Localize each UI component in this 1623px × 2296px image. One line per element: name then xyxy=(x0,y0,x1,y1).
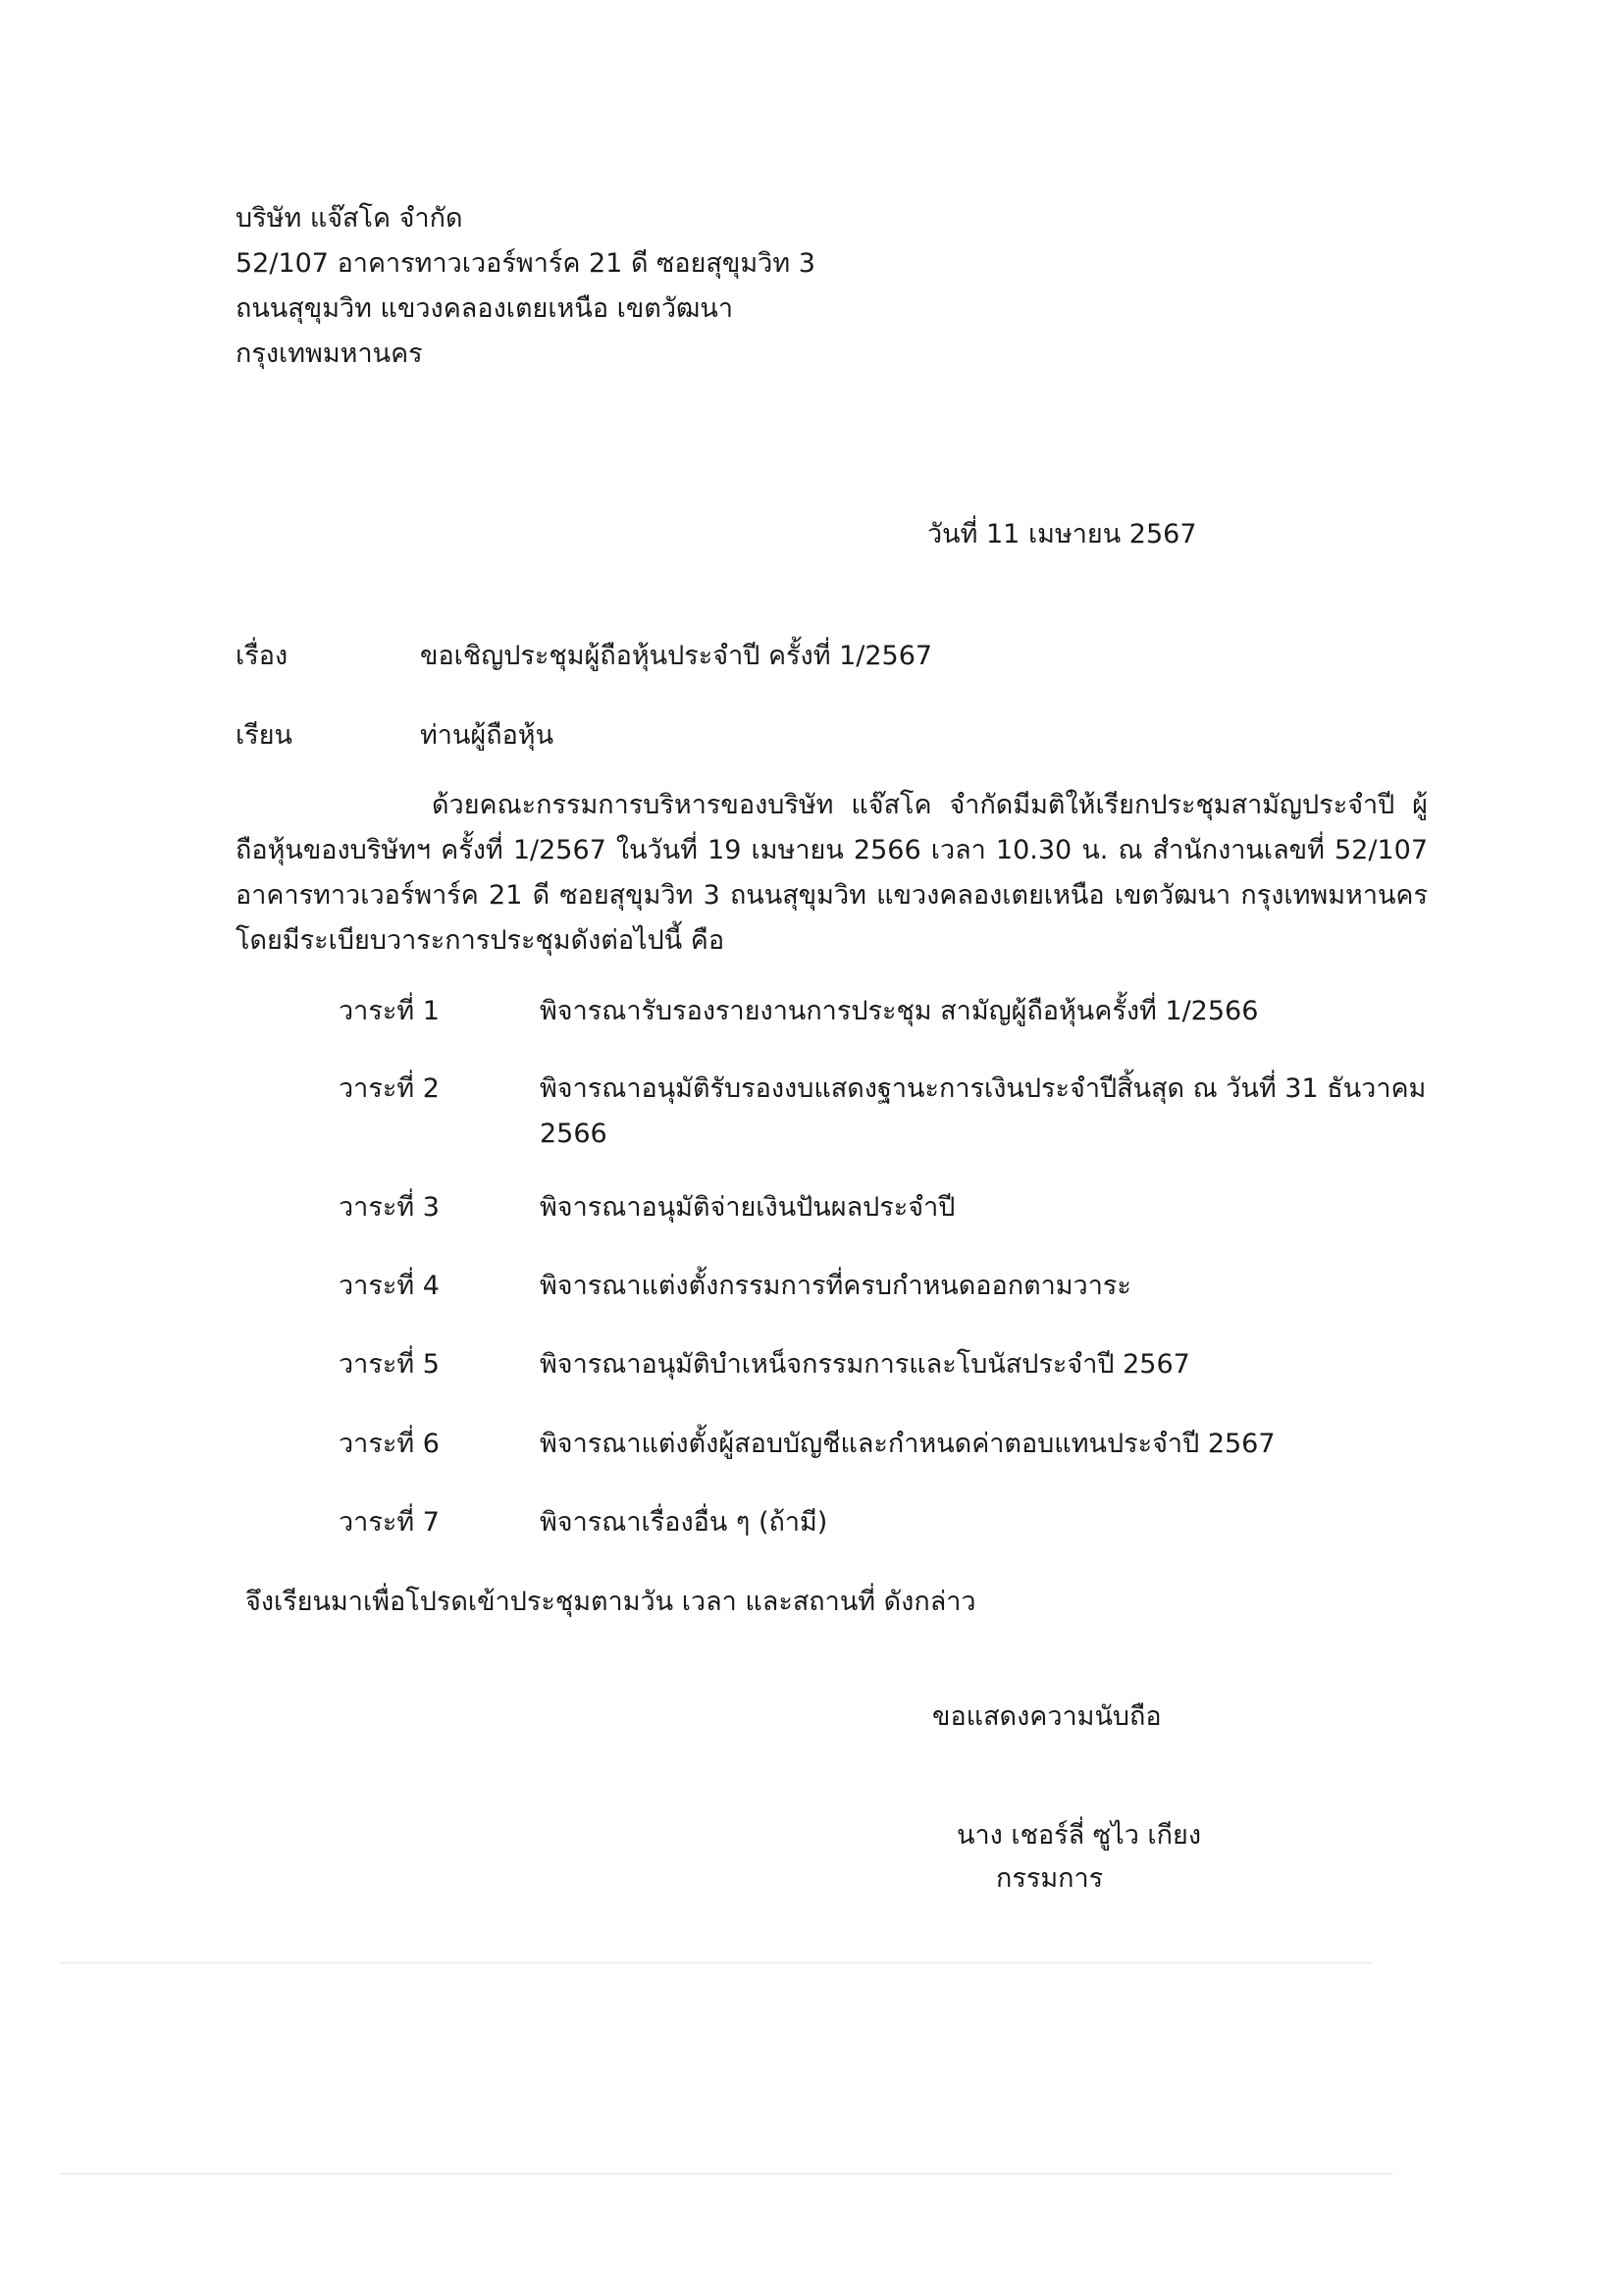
body-text: ด้วยคณะกรรมการบริหารของบริษัท แจ๊สโค จำกัดมีมติให้เรียกประชุมสามัญประจำปี ผู้ถือหุ้นของบริษัทฯ ครั้งที่ 1/2567 ในวันที่ 19 เมษายน 2566 เวลา 10.30 น. ณ สำนักงานเลขที่ 52/107 อาคารทาวเวอร์พาร์ค 21 ดี ซอยสุขุมวิท 3 ถนนสุขุมวิท แขวงคลองเตยเหนือ เขตวัฒนา กรุงเทพมหานคร โดยมีระเบียบวาระการประชุมดังต่อไปนี้ คือ xyxy=(236,790,1428,956)
signatory-title: กรรมการ xyxy=(996,1863,1104,1894)
agenda-number: วาระที่ 7 xyxy=(339,1507,440,1538)
signatory-name: นาง เชอร์ลี่ ซูไว เกียง xyxy=(957,1820,1202,1851)
agenda-number: วาระที่ 6 xyxy=(339,1429,440,1459)
agenda-text: พิจารณาแต่งตั้งกรรมการที่ครบกำหนดออกตามวาระ xyxy=(540,1271,1131,1301)
sender-address-line1: 52/107 อาคารทาวเวอร์พาร์ค 21 ดี ซอยสุขุมวิท 3 xyxy=(236,248,815,279)
agenda-number: วาระที่ 5 xyxy=(339,1349,440,1380)
agenda-number: วาระที่ 2 xyxy=(339,1073,440,1104)
closing-sentence: จึงเรียนมาเพื่อโปรดเข้าประชุมตามวัน เวลา และสถานที่ ดังกล่าว xyxy=(245,1587,976,1617)
agenda-text: พิจารณาอนุมัติบำเหน็จกรรมการและโบนัสประจำปี 2567 xyxy=(540,1349,1190,1380)
scan-artifact-line xyxy=(59,2173,1393,2174)
agenda-number: วาระที่ 3 xyxy=(339,1192,440,1223)
recipient-value: ท่านผู้ถือหุ้น xyxy=(420,720,554,751)
agenda-text: พิจารณาอนุมัติรับรองงบแสดงฐานะการเงินประจำปีสิ้นสุด ณ วันที่ 31 ธันวาคม 2566 xyxy=(540,1073,1427,1149)
agenda-text: พิจารณาอนุมัติจ่ายเงินปันผลประจำปี xyxy=(540,1192,956,1223)
salutation: ขอแสดงความนับถือ xyxy=(932,1701,1162,1732)
scan-artifact-line xyxy=(59,1962,1374,1963)
agenda-text: พิจารณาเรื่องอื่น ๆ (ถ้ามี) xyxy=(540,1507,828,1538)
sender-address-line2: ถนนสุขุมวิท แขวงคลองเตยเหนือ เขตวัฒนา xyxy=(236,293,734,324)
agenda-number: วาระที่ 4 xyxy=(339,1271,440,1301)
recipient-label: เรียน xyxy=(236,720,293,751)
sender-company: บริษัท แจ๊สโค จำกัด xyxy=(236,203,463,234)
agenda-text: พิจารณารับรองรายงานการประชุม สามัญผู้ถือหุ้นครั้งที่ 1/2566 xyxy=(540,996,1259,1026)
agenda-text: พิจารณาแต่งตั้งผู้สอบบัญชีและกำหนดค่าตอบแทนประจำปี 2567 xyxy=(540,1429,1276,1459)
body-paragraph xyxy=(236,783,1428,964)
sender-address-line3: กรุงเทพมหานคร xyxy=(236,339,423,369)
subject-value: ขอเชิญประชุมผู้ถือหุ้นประจำปี ครั้งที่ 1/2567 xyxy=(420,641,933,671)
agenda-number: วาระที่ 1 xyxy=(339,996,440,1026)
subject-label: เรื่อง xyxy=(236,641,288,671)
letter-date: วันที่ 11 เมษายน 2567 xyxy=(927,519,1197,549)
